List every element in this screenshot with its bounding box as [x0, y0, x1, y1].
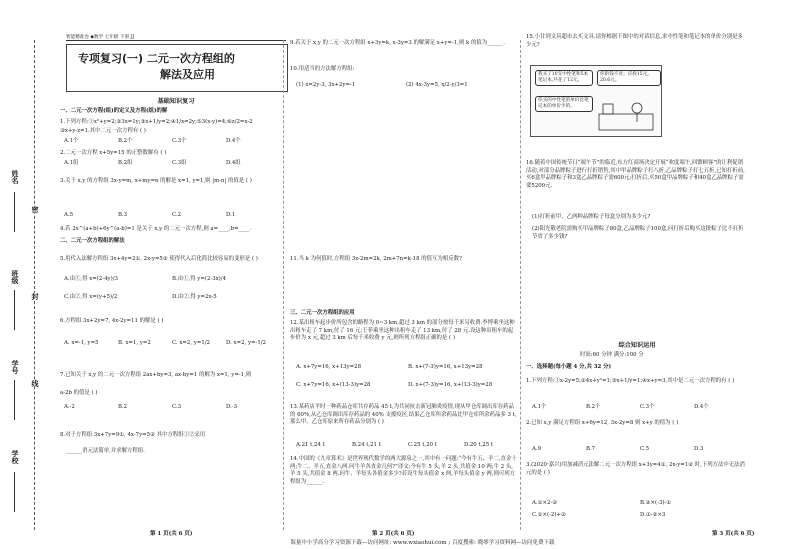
q3-option-c: C.2 [172, 212, 182, 218]
q5-option-c: C.由②,得 x=(y+5)/2 [64, 294, 118, 300]
c2-option-b: B.7 [586, 446, 596, 452]
section-basic-review: 基础知识复习 [157, 98, 195, 105]
question-12: 12.某出租车起步价所包含的路程为 0~3 km,超过 3 km 的部分按每千米另收费.李博乘坐这种出租车走了 7 km,付了 16 元;王菲乘坐这种出租车走了 13 km,付了 28 元.设这种出租车的起步价为 x 元,超过 3 km 后每千米收费 y 元,则所列方程组正确的是 ( ) [290, 320, 515, 341]
q6-option-a: A. x=-1, y=5 [64, 340, 99, 346]
question-1-cont: ③x+y-z=1.其中二元一次方程有 ( ) [60, 128, 146, 134]
header-bar [66, 40, 286, 41]
q7-option-d: D.-3 [226, 404, 238, 410]
question-14: 14.中国的《九章算术》是世界现代数学的两大源泉之一,其中有一问题:“今有牛五、羊二,直金十两;牛二、羊五,直金八两.问牛羊各直金几何?”译文:今有牛 5 头,羊 2 头,共值金 10 两;牛 2 头,羊 5 头,共值金 8 两.问牛、羊每头各值金多少?若设牛每头值金 x 两,羊每头值金 y 两,则可列方程组为______. [290, 456, 517, 485]
question-15: 15.小甘到文具超市去买文具.请你根据下图中的对话信息,求中性笔和笔记本的单价分别是多少元? [526, 34, 743, 48]
q2-option-c: C.3组 [172, 160, 187, 166]
c2-option-c: C.5 [640, 446, 650, 452]
q1-option-a: A.1个 [64, 138, 79, 144]
question-9: 9.若关于 x,y 的二元一次方程组 x+3y=k, x-3y=3 的解满足 x+y=-1,则 k 的值为______. [290, 40, 506, 46]
q12-option-d: D. x+(7-3)y=16, x+(13-3)y=28 [408, 382, 493, 388]
part2-heading: 二、二元一次方程组的解法 [60, 238, 125, 244]
q3-option-d: D.1 [226, 212, 236, 218]
seal-char-feng: 封 [31, 293, 40, 300]
id-label: 学号 [11, 360, 20, 374]
question-16: 16.随着中国传统节日“端午节”的临近,东方红商场决定开展“欢度端午,回馈顾客”的让利促销活动,对部分品牌粽子进行打折销售,其中甲品牌粽子打八折,乙品牌粽子打七五折,已知打折前,买6盒甲品牌粽子和3盒乙品牌粽子需600元;打折后,买50盒甲品牌粽子和40盒乙品牌粽子需要5200元. [526, 160, 745, 189]
c1-option-d: D.4个 [694, 404, 709, 410]
speech-bubble-3: 你买的中性笔的单价比笔记本的单价少的。 [535, 96, 593, 112]
section-comprehensive: 综合知识运用 [618, 342, 656, 349]
name-label: 姓名 [11, 170, 20, 184]
q3-option-b: B.3 [118, 212, 128, 218]
seal-dashed-line [34, 40, 35, 530]
q7-option-b: B.2 [118, 404, 128, 410]
comprehensive-q3: 3.(2020·嘉兴)用加减消元法解二元一次方程组 x+3y=4①, 2x-y=1② 时,下列方法中无法消元的是 ( ) [526, 462, 745, 476]
c2-option-d: D.3 [694, 446, 704, 452]
school-line [14, 472, 15, 512]
comprehensive-q2: 2.已知 x,y 满足方程组 x+6y=12, 3x-2y=8 则 x+y 的值为 ( ) [526, 420, 679, 426]
choice-section-heading: 一、选择题(每小题 4 分,共 32 分) [526, 364, 612, 370]
question-2: 2.二元一次方程 x+5y=15 的正整数解有 ( ) [60, 150, 167, 156]
comprehensive-q1: 1.下列方程:①x-2y=5;②4x+y²=1;③x+1/y=1;④x+y=3,其中是二元一次方程的有 ( ) [526, 378, 735, 384]
question-8-cont: ______消元法简单,并求解方程组. [66, 448, 145, 454]
question-10-part2: (2) 4x-3y=5, x/2-y/3=1 [406, 82, 468, 88]
c2-option-a: A.9 [532, 446, 542, 452]
question-10: 10.用适当的方法解方程组: [290, 66, 355, 72]
seal-char-xian: 线 [31, 380, 40, 387]
q13-option-b: B.24 t,21 t [352, 442, 381, 448]
page-title-line1: 专项复习(一) 二元一次方程组的 [78, 52, 235, 65]
q6-option-d: D. x=2, y=-1/2 [226, 340, 267, 346]
q2-option-b: B.2组 [118, 160, 133, 166]
question-10-part1: (1) x=2y-3, 3x+2y=-1 [296, 82, 356, 88]
question-13: 13.某药店平时一种药品仓库共存药品 45 t,为共同抗击新冠肺炎疫情,现从甲仓库调出库存药品的 60%,从乙仓库调出库存药品的 40% 支援疫区,结果乙仓库所余药品比甲仓库所余药品多 3 t,那么甲、乙仓库原来所存药品分别为 ( ) [290, 404, 517, 425]
time-and-score: 时间:60 分钟 满分:100 分 [580, 352, 644, 358]
binding-margin [0, 0, 52, 549]
c1-option-b: B.2个 [586, 404, 601, 410]
c3-option-c: C.①×(-2)+② [532, 512, 566, 518]
class-label: 班级 [11, 270, 20, 284]
part3-heading: 三、二元一次方程组的应用 [290, 310, 355, 316]
q13-option-a: A.21 t,24 t [296, 442, 325, 448]
c3-option-d: D.①-②×3 [640, 512, 666, 518]
question-3: 3.关于 x,y 的方程组 3x-y=m, x+my=n 的解是 x=1, y=1,则 |m-n| 的值是 ( ) [60, 178, 252, 184]
q12-option-b: B. x+(7-3)y=16, x+13y=28 [408, 364, 483, 370]
shop-counter-icon [597, 100, 657, 132]
class-line [14, 290, 15, 330]
question-8: 8.对于方程组 3x+7y=9①, 4x-7y=5② 其中方程组①②采用 [60, 432, 206, 438]
column-divider-2 [520, 40, 521, 530]
q12-option-a: A. x+7y=16, x+13y=28 [296, 364, 361, 370]
q5-option-d: D.由②,得 y=2x-5 [172, 294, 217, 300]
q6-option-b: B. x=1, y=2 [118, 340, 151, 346]
c1-option-a: A.1个 [532, 404, 547, 410]
question-4: 4.若 2x^(a+b)+6y^(a-b)=1 是关于 x,y 的二元一次方程,则 a=____,b=____. [60, 226, 252, 232]
c3-option-a: A.①×2-② [532, 500, 558, 506]
q13-option-d: D.20 t,25 t [464, 442, 494, 448]
column-divider-1 [283, 40, 284, 530]
page-number-3: 第 3 页(共 6 页) [712, 531, 755, 537]
q1-option-d: D.4个 [226, 138, 241, 144]
page-title-line2: 解法及应用 [160, 68, 215, 81]
q5-option-a: A.由①,得 x=(2-4y)/3 [64, 276, 118, 282]
c1-option-c: C.3个 [640, 404, 655, 410]
speech-bubble-1: 我买了10支中性笔和5本笔记本,共花了12元。 [535, 70, 593, 86]
header-small: 智能精准卷 ◆数学 七年级 下册 JJ [66, 35, 135, 40]
download-footer: 海量中小学高分学习资源下载—访问网址: www.wxiaohui.com ; 百度搜索: 晓琴学习资料网—访问免费下载 [290, 540, 555, 546]
speech-bubble-2: 你的钱不对。应找15元。20.6元。 [597, 70, 661, 86]
name-line [14, 192, 15, 232]
question-6: 6.方程组 3x+2y=7, 4x-2y=11 的解是 ( ) [60, 318, 164, 324]
part1-heading: 一、二元一次方程(组)的定义及方程(组)的解 [60, 108, 168, 114]
q1-option-b: B.2个 [118, 138, 133, 144]
question-7-cont: a-2b 的值是 ( ) [60, 390, 98, 396]
c3-option-b: B.②×(-3)-① [640, 500, 672, 506]
q6-option-c: C. x=2, y=1/2 [172, 340, 211, 346]
q13-option-c: C.25 t,20 t [408, 442, 437, 448]
question-16-part2: (2)阳光敬老院需购买甲品牌粽子80盒,乙品牌粽子100盒,问打折后购买这批粽子比不打折节省了多少钱? [532, 226, 744, 240]
q12-option-c: C. x+7y=16, x+(13-3)y=28 [296, 382, 371, 388]
id-line [14, 380, 15, 420]
q3-option-a: A.5 [64, 212, 74, 218]
shopping-cartoon-image [530, 65, 662, 137]
q2-option-d: D.4组 [226, 160, 241, 166]
question-1: 1.下列方程:①x²+y=2;②3x=1y;③x+1/y=2;④1/x=2y;⑤3(x-y)=4;⑥z/2=x-2 [60, 119, 253, 125]
question-11: 11.当 k 为何值时,方程组 3x-2m=2k, 2m+7n=k-18 的值互为相反数? [290, 256, 462, 262]
q2-option-a: A.1组 [64, 160, 79, 166]
page-number-2: 第 2 页(共 6 页) [372, 531, 415, 537]
page-number-1: 第 1 页(共 6 页) [150, 531, 193, 537]
q1-option-c: C.3个 [172, 138, 187, 144]
q7-option-a: A.-2 [64, 404, 75, 410]
question-5: 5.用代入法解方程组 3x+4y=2①, 2x-y=5② 使得代入后化简比较容易的变形是 ( ) [60, 256, 258, 262]
question-7: 7.已知关于 x,y 的二元一次方程组 2ax+by=3, ax-by=1 的解为 x=1, y=-1,则 [60, 372, 252, 378]
q7-option-c: C.3 [172, 404, 182, 410]
seal-char-mi: 密 [31, 206, 40, 213]
school-label: 学校 [11, 450, 20, 464]
q5-option-b: B.由①,得 y=(2-3x)/4 [172, 276, 227, 282]
question-16-part1: (1)打折前甲、乙两种品牌粽子每盒分别为多少元? [532, 214, 651, 220]
